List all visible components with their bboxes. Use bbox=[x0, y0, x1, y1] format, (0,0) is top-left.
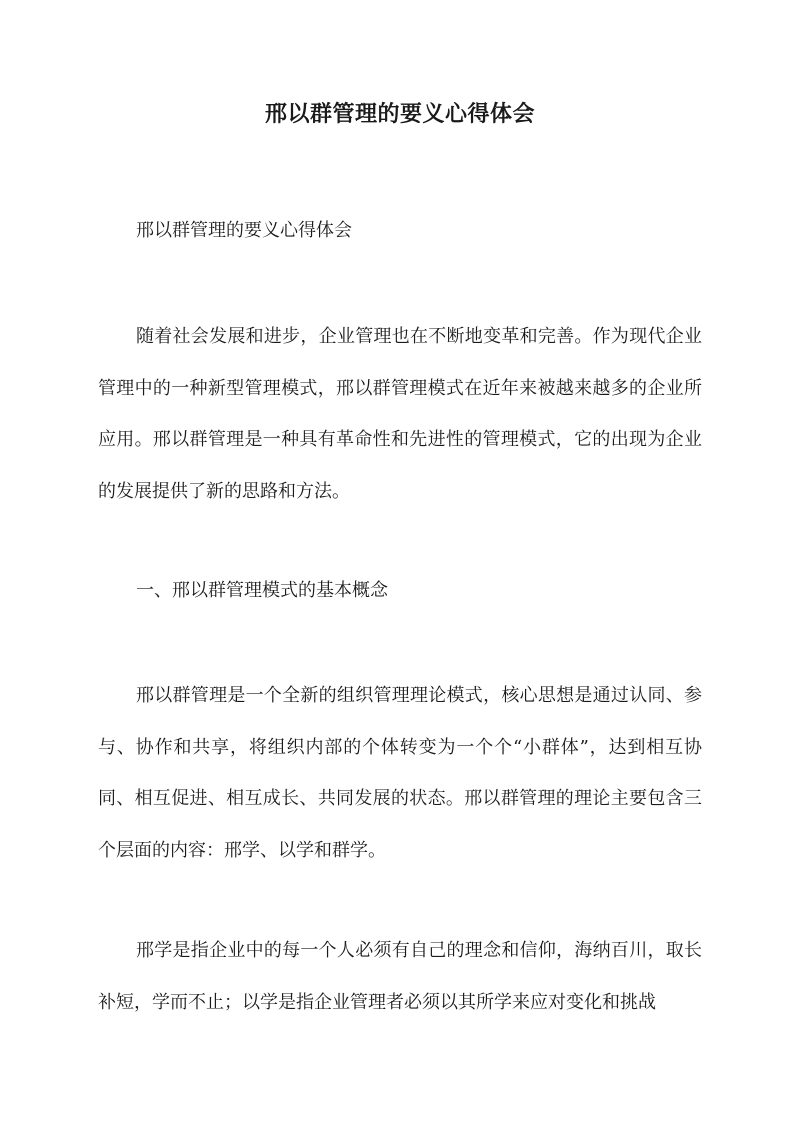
paragraph-layers: 邢学是指企业中的每一个人必须有自己的理念和信仰，海纳百川，取长补短，学而不止；以学是指企业管理者必须以其所学来应对变化和挑战 bbox=[98, 940, 702, 1013]
document-title: 邢以群管理的要义心得体会 bbox=[264, 101, 535, 127]
paragraph-concept: 邢以群管理是一个全新的组织管理理论模式，核心思想是通过认同、参与、协作和共享，将组织内部的个体转变为一个个“小群体”，达到相互协同、相互促进、相互成长、共同发展的状态。邢以群管理的理论主要包含三个层面的内容：邢学、以学和群学。 bbox=[98, 685, 702, 861]
section-heading-1: 一、邢以群管理模式的基本概念 bbox=[136, 580, 388, 601]
paragraph-intro: 随着社会发展和进步，企业管理也在不断地变革和完善。作为现代企业管理中的一种新型管理模式，邢以群管理模式在近年来被越来越多的企业所应用。邢以群管理是一种具有革命性和先进性的管理模式，它的出现为企业的发展提供了新的思路和方法。 bbox=[98, 326, 702, 502]
document-subtitle: 邢以群管理的要义心得体会 bbox=[136, 220, 352, 241]
